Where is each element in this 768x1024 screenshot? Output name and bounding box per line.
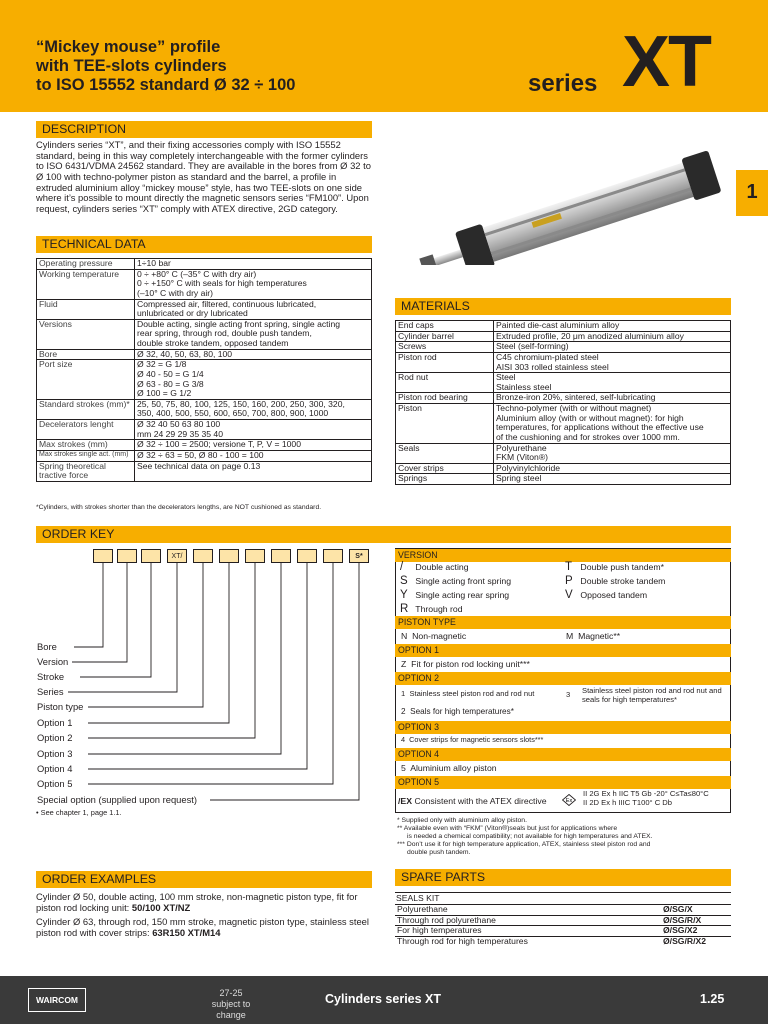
order-key-box [323,549,343,563]
order-key-box [141,549,161,563]
order-key-box [93,549,113,563]
materials-value: Techno-polymer (with or without magnet) Aluminium alloy (with or without magnet): for high temperatures, for applications without the effective use of the cushioning and for strokes over 1000 mm. [494,404,731,444]
technical-label: Max strokes (mm) [37,440,135,451]
order-key-label: Option 5 [37,778,73,789]
technical-value: Ø 32 ÷ 100 = 2500; versione T, P, V = 1000 [135,440,372,451]
cylinder-image [405,125,735,265]
atex-marking: II 2G Ex h IIC T5 Gb -20° C≤Ta≤80°C II 2D Ex h IIIC T100° C Db [583,789,709,807]
materials-label: End caps [396,321,494,332]
version-left-0: / Double acting [400,561,469,573]
version-right-1: P Double stroke tandem [565,575,666,587]
option2-item-2: 2 Seals for high temperatures* [401,707,514,716]
spare-row [395,905,731,916]
order-key-box [297,549,317,563]
order-key-label: Option 4 [37,763,73,774]
materials-label: Piston rod bearing [396,393,494,404]
atex-ex-icon [562,794,576,806]
order-key-label: Stroke [37,671,65,682]
order-key-box: S* [349,549,369,563]
order-key-box [271,549,291,563]
technical-label: Operating pressure [37,259,135,270]
order-key-label: Option 2 [37,732,73,743]
order-key-label: Piston type [37,701,84,712]
materials-label: Springs [396,474,494,485]
piston-heading: PISTON TYPE [395,616,731,629]
technical-value: Ø 32, 40, 50, 63, 80, 100 [135,349,372,360]
technical-value: Double acting, single acting front spring, single acting rear spring, through rod, double push tandem, double stroke tandem, opposed tandem [135,319,372,349]
version-left-1: S Single acting front spring [400,575,512,587]
spare-code: Ø/SG/X [661,905,731,916]
materials-value: Polyvinylchloride [494,463,731,474]
option2-item-3: 3 Stainless steel piston rod and rod nut and seals for high temperatures* [566,686,722,704]
materials-label: Piston [396,404,494,444]
spare-row [395,915,731,926]
order-key-box [117,549,137,563]
materials-label: Cylinder barrel [396,331,494,342]
options-notes: * Supplied only with aluminium alloy piston. ** Available even with “FKM” (Viton®)seals but just for applications where is needed a chemical compatibility; not available for high temperatures and ATEX. *** Don’t use it for high temperature application, ATEX, stainless steel piston rod and double push tandem. [397,817,653,856]
series-label: series [528,70,598,97]
technical-value: 1÷10 bar [135,259,372,270]
materials-row [396,404,731,444]
spare-parts-table [395,904,731,947]
order-key-diagram [0,0,390,830]
materials-label: Cover strips [396,463,494,474]
order-key-label: Option 3 [37,748,73,759]
option4-heading: OPTION 4 [395,748,731,761]
technical-label: Spring theoretical tractive force [37,461,135,481]
materials-row [396,443,731,463]
spare-code: Ø/SG/R/X2 [661,936,731,946]
option5-heading: OPTION 5 [395,776,731,789]
materials-row [396,352,731,372]
materials-label: Seals [396,443,494,463]
footer-title: Cylinders series XT [325,992,442,1006]
technical-value: 25, 50, 75, 80, 100, 125, 150, 160, 200, 250, 300, 320, 350, 400, 500, 550, 600, 650, 700, 800, 900, 1000 [135,399,372,419]
materials-value: Painted die-cast aluminium alloy [494,321,731,332]
version-right-2: V Opposed tandem [565,589,648,601]
technical-label: Versions [37,319,135,349]
spare-code: Ø/SG/X2 [661,926,731,937]
materials-row [396,342,731,353]
materials-value: C45 chromium-plated steel AISI 303 rolled stainless steel [494,352,731,372]
description-text: Cylinders series “XT”, and their fixing accessories comply with ISO 15552 standard, being in this way completely interchangeable with the former cylinders to ISO 6431/VDMA 24562 standard. They are available in the bores from Ø 32 to Ø 100 with techno-polymer piston as standard and the barrel, a profile in extruded aluminium alloy “mickey mouse” style, has two TEE-slots on one side where it’s possible to mount directly the magnetic sensors series “FM100”. Upon request, cylinders series “XT” comply with ATEX directive, 2GD category. [36,139,371,214]
materials-row [396,393,731,404]
technical-value: See technical data on page 0.13 [135,461,372,481]
technical-value: Compressed air, filtered, continuous lubricated, unlubricated or dry lubricated [135,299,372,319]
order-key-heading: ORDER KEY [36,526,731,543]
series-name: XT [622,22,711,102]
order-example-2: Cylinder Ø 63, through rod, 150 mm stroke, magnetic piston type, stainless steel piston rod with cover strips: 63R150 XT/M14 [36,916,369,938]
technical-label: Decelerators lenght [37,420,135,440]
order-key-box: XT/ [167,549,187,563]
version-left-2: Y Single acting rear spring [400,589,510,601]
option1-item: Z Fit for piston rod locking unit*** [401,659,530,669]
spare-label: Polyurethane [395,905,661,916]
svg-text:Ex: Ex [565,798,573,805]
technical-value: Ø 32 40 50 63 80 100 mm 24 29 29 35 35 40 [135,420,372,440]
materials-label: Piston rod [396,352,494,372]
materials-label: Rod nut [396,373,494,393]
spare-row [395,926,731,937]
technical-label: Standard strokes (mm)* [37,399,135,419]
seals-kit-label: SEALS KIT [395,892,731,903]
technical-label: Working temperature [37,269,135,299]
order-key-label: Special option (supplied upon request) [37,794,198,805]
materials-row [396,474,731,485]
option3-item: 4 Cover strips for magnetic sensors slots*** [401,735,544,744]
materials-row [396,321,731,332]
order-key-box [193,549,213,563]
order-examples-heading: ORDER EXAMPLES [36,871,372,888]
description-heading: DESCRIPTION [36,121,372,138]
title-line-2: with TEE-slots cylinders [36,56,227,75]
technical-label: Bore [37,349,135,360]
order-example-1: Cylinder Ø 50, double acting, 100 mm stroke, non-magnetic piston type, fit for piston rod locking unit: 50/100 XT/NZ [36,891,358,913]
technical-footnote: *Cylinders, with strokes shorter than the decelerators lengths, are NOT cushioned as standard. [36,504,322,511]
technical-label: Fluid [37,299,135,319]
order-key-label: Option 1 [37,717,73,728]
materials-value: Polyurethane FKM (Viton®) [494,443,731,463]
option3-heading: OPTION 3 [395,721,731,734]
materials-label: Screws [396,342,494,353]
option5-item: /EX Consistent with the ATEX directive [398,796,547,806]
spare-label: Through rod for high temperatures [395,936,661,946]
technical-value: 0 ÷ +80° C (–35° C with dry air) 0 ÷ +150° C with seals for high temperatures (–10° C with dry air) [135,269,372,299]
technical-value: Ø 32 ÷ 63 = 50, Ø 80 - 100 = 100 [135,450,372,461]
footer-code: 27-25 subject to change [211,988,251,1020]
order-key-note: • See chapter 1, page 1.1. [36,808,122,817]
title-line-3: to ISO 15552 standard Ø 32 ÷ 100 [36,75,296,94]
option2-item-1: 1 Stainless steel piston rod and rod nut [401,689,535,698]
order-key-label: Version [37,656,69,667]
option2-heading: OPTION 2 [395,672,731,685]
title-line-1: “Mickey mouse” profile [36,38,221,56]
spare-label: Through rod polyurethane [395,915,661,926]
technical-label: Max strokes single act. (mm) [37,450,135,461]
order-key-box [245,549,265,563]
version-right-0: T Double push tandem* [565,561,664,573]
materials-value: Spring steel [494,474,731,485]
materials-value: Bronze-iron 20%, sintered, self-lubricating [494,393,731,404]
technical-label: Port size [37,360,135,400]
materials-value: Steel Stainless steel [494,373,731,393]
piston-n: N Non-magnetic [401,631,467,641]
materials-value: Steel (self-forming) [494,342,731,353]
spare-label: For high temperatures [395,926,661,937]
chapter-tab: 1 [736,170,768,216]
page-number: 1.25 [700,992,725,1006]
order-key-box [219,549,239,563]
materials-row [396,373,731,393]
order-key-label: Bore [37,641,57,652]
materials-heading: MATERIALS [395,298,731,315]
spare-row [395,936,731,946]
materials-row [396,463,731,474]
spare-parts-heading: SPARE PARTS [395,869,731,886]
version-heading: VERSION [395,549,731,562]
option1-heading: OPTION 1 [395,644,731,657]
materials-row [396,331,731,342]
materials-table [395,320,731,485]
version-left-3: R Through rod [400,603,463,615]
technical-value: Ø 32 = G 1/8 Ø 40 - 50 = G 1/4 Ø 63 - 80 = G 3/8 Ø 100 = G 1/2 [135,360,372,400]
materials-value: Extruded profile, 20 μm anodized aluminium alloy [494,331,731,342]
option4-item: 5 Aluminium alloy piston [401,763,497,773]
piston-m: M Magnetic** [566,631,621,641]
waircom-logo: WAIRCOM [28,988,86,1012]
order-key-label: Series [37,686,64,697]
spare-code: Ø/SG/R/X [661,915,731,926]
technical-heading: TECHNICAL DATA [36,236,372,253]
